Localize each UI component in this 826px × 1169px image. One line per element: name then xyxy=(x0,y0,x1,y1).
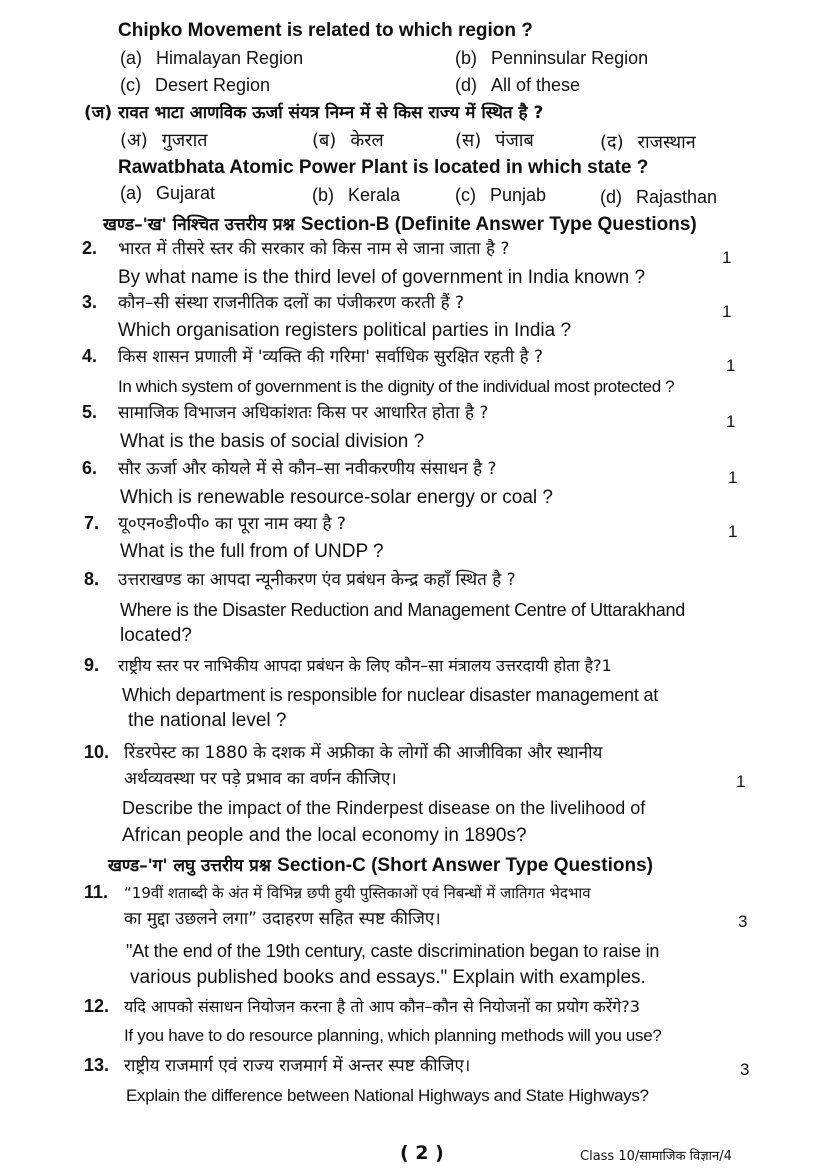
question-number: 6. xyxy=(82,458,98,478)
option-text: Gujarat xyxy=(156,183,216,203)
option-text: Penninsular Region xyxy=(491,48,649,68)
question-text-hi: यू०एन०डी०पी० का पूरा नाम क्या है ? xyxy=(118,514,346,534)
question-marks: 1 xyxy=(728,468,738,487)
question-text-hi: सामाजिक विभाजन अधिकांशतः किस पर आधारित होता है ? xyxy=(118,403,489,423)
question-text-en-continued: various published books and essays." Explain with examples. xyxy=(130,967,646,988)
question-text-en: Which department is responsible for nuclear disaster management at xyxy=(122,685,659,705)
question-marks: 1 xyxy=(722,248,732,267)
option-text: All of these xyxy=(491,75,581,95)
option-label: (b) xyxy=(312,185,334,205)
option-label: (d) xyxy=(455,75,477,95)
question-number: 12. xyxy=(84,996,110,1016)
rawatbhata-option-en-b xyxy=(312,185,400,206)
option-label: (c) xyxy=(455,185,476,205)
option-text: गुजरात xyxy=(161,130,208,151)
question-number: 9. xyxy=(84,655,100,675)
question-text-hi: सौर ऊर्जा और कोयले में से कौन–सा नवीकरणीय संसाधन है ? xyxy=(118,459,497,479)
option-text: केरल xyxy=(350,130,384,151)
question-text-hi-continued: का मुद्दा उछलने लगा” उदाहरण सहित स्पष्ट कीजिए। xyxy=(124,909,441,929)
option-label: (d) xyxy=(600,187,622,207)
option-text: पंजाब xyxy=(495,130,534,151)
chipko-option-d xyxy=(455,75,580,96)
option-text: राजस्थान xyxy=(637,132,696,153)
chipko-option-a xyxy=(120,48,303,69)
question-text-hi: किस शासन प्रणाली में 'व्यक्ति की गरिमा' सर्वाधिक सुरक्षित रहती है ? xyxy=(118,347,544,367)
question-number: 5. xyxy=(82,402,98,422)
question-number: 13. xyxy=(84,1055,110,1075)
rawatbhata-question-hi xyxy=(84,102,543,124)
question-text-en: In which system of government is the dignity of the individual most protected ? xyxy=(118,377,675,396)
question-text-en: Which is renewable resource-solar energy or coal ? xyxy=(120,487,553,508)
question-marks: 3 xyxy=(740,1060,750,1079)
option-label: (ब) xyxy=(312,130,337,151)
chipko-question: Chipko Movement is related to which region ? xyxy=(118,20,533,41)
question-text-en: Describe the impact of the Rinderpest disease on the livelihood of xyxy=(122,798,646,818)
question-text-en: Where is the Disaster Reduction and Management Centre of Uttarakhand xyxy=(120,600,685,620)
question-text-hi-continued: अर्थव्यवस्था पर पड़े प्रभाव का वर्णन कीजिए। xyxy=(124,769,397,789)
question-text-en-continued: African people and the local economy in 1890s? xyxy=(122,825,527,846)
option-text: Punjab xyxy=(490,185,547,205)
page-number: ( 2 ) xyxy=(400,1142,444,1164)
rawatbhata-option-en-c xyxy=(455,185,546,206)
question-text-en-continued: the national level ? xyxy=(128,710,287,731)
question-marks: 3 xyxy=(738,912,748,931)
question-number: 4. xyxy=(82,346,98,366)
question-text-hi: रिंडरपेस्ट का 1880 के दशक में अफ्रीका के लोगों की आजीविका और स्थानीय xyxy=(124,743,603,763)
rawatbhata-option-en-a xyxy=(120,183,215,204)
section-heading-en: Section-C (Short Answer Type Questions) xyxy=(277,855,653,876)
section-heading-hi: खण्ड–'ख' निश्चित उत्तरीय प्रश्न xyxy=(103,215,295,235)
option-label: (द) xyxy=(600,132,624,153)
question-text-hi: यदि आपको संसाधन नियोजन करना है तो आप कौन–कौन से नियोजनों का प्रयोग करेंगे?3 xyxy=(124,997,640,1016)
question-number: 11. xyxy=(84,882,109,902)
question-text-en: What is the full from of UNDP ? xyxy=(120,541,384,562)
question-text-en: Explain the difference between National Highways and State Highways? xyxy=(126,1086,649,1105)
rawatbhata-question-en: Rawatbhata Atomic Power Plant is located in which state ? xyxy=(118,157,649,178)
option-label: (अ) xyxy=(120,130,148,151)
option-label: (स) xyxy=(455,130,482,151)
question-text-en-continued: located? xyxy=(120,625,192,646)
section-heading-en: Section-B (Definite Answer Type Questions) xyxy=(300,214,697,235)
question-text-hi: राष्ट्रीय स्तर पर नाभिकीय आपदा प्रबंधन के लिए कौन–सा मंत्रालय उत्तरदायी होता है?1 xyxy=(118,656,612,675)
option-label: (c) xyxy=(120,75,141,95)
question-number: 3. xyxy=(82,292,98,312)
question-number: 10. xyxy=(84,742,110,762)
question-text-en: What is the basis of social division ? xyxy=(120,431,425,452)
question-marks: 1 xyxy=(722,302,732,321)
question-text-hi: उत्तराखण्ड का आपदा न्यूनीकरण एंव प्रबंधन केन्द्र कहाँ स्थित है ? xyxy=(118,570,516,590)
section-b-heading xyxy=(103,212,697,236)
question-text-hi: “19वीं शताब्दी के अंत में विभिन्न छपी हुयी पुस्तिकाओं एवं निबन्धों में जातिगत भेदभाव xyxy=(124,884,591,902)
rawatbhata-option-hi-c xyxy=(455,128,534,152)
section-heading-hi: खण्ड–'ग' लघु उत्तरीय प्रश्न xyxy=(108,856,271,876)
option-label: (a) xyxy=(120,183,142,203)
question-text-hi: भारत में तीसरे स्तर की सरकार को किस नाम से जाना जाता है ? xyxy=(118,239,510,259)
question-text-en: By what name is the third level of government in India known ? xyxy=(118,267,646,288)
question-text-hi: रावत भाटा आणविक ऊर्जा संयत्र निम्न में से किस राज्य में स्थित है ? xyxy=(118,103,544,123)
rawatbhata-option-hi-d xyxy=(600,130,696,154)
option-text: Himalayan Region xyxy=(156,48,304,68)
chipko-option-c xyxy=(120,75,270,96)
rawatbhata-option-en-d xyxy=(600,187,717,208)
rawatbhata-option-hi-a xyxy=(120,128,208,152)
question-text-hi: राष्ट्रीय राजमार्ग एवं राज्य राजमार्ग में अन्तर स्पष्ट कीजिए। xyxy=(124,1056,471,1076)
question-marks: 1 xyxy=(736,772,746,791)
question-text-en: "At the end of the 19th century, caste discrimination began to raise in xyxy=(126,941,660,961)
option-text: Rajasthan xyxy=(636,187,718,207)
question-text-en: Which organisation registers political parties in India ? xyxy=(118,320,572,341)
question-number: 2. xyxy=(82,238,98,258)
question-marks: 1 xyxy=(726,356,736,375)
question-marks: 1 xyxy=(726,412,736,431)
question-number: 7. xyxy=(84,513,100,533)
rawatbhata-option-hi-b xyxy=(312,128,384,152)
section-c-heading xyxy=(108,853,653,877)
option-text: Desert Region xyxy=(155,75,271,95)
option-text: Kerala xyxy=(348,185,401,205)
question-text-hi: कौन–सी संस्था राजनीतिक दलों का पंजीकरण करती हैं ? xyxy=(118,293,465,313)
chipko-option-b xyxy=(455,48,648,69)
option-label: (b) xyxy=(455,48,477,68)
question-number: 8. xyxy=(84,569,100,589)
option-label: (a) xyxy=(120,48,142,68)
class-label: Class 10/सामाजिक विज्ञान/4 xyxy=(580,1149,732,1164)
sub-question-label: (ज) xyxy=(84,103,113,123)
question-marks: 1 xyxy=(728,522,738,541)
question-text-en: If you have to do resource planning, which planning methods will you use? xyxy=(124,1026,662,1045)
